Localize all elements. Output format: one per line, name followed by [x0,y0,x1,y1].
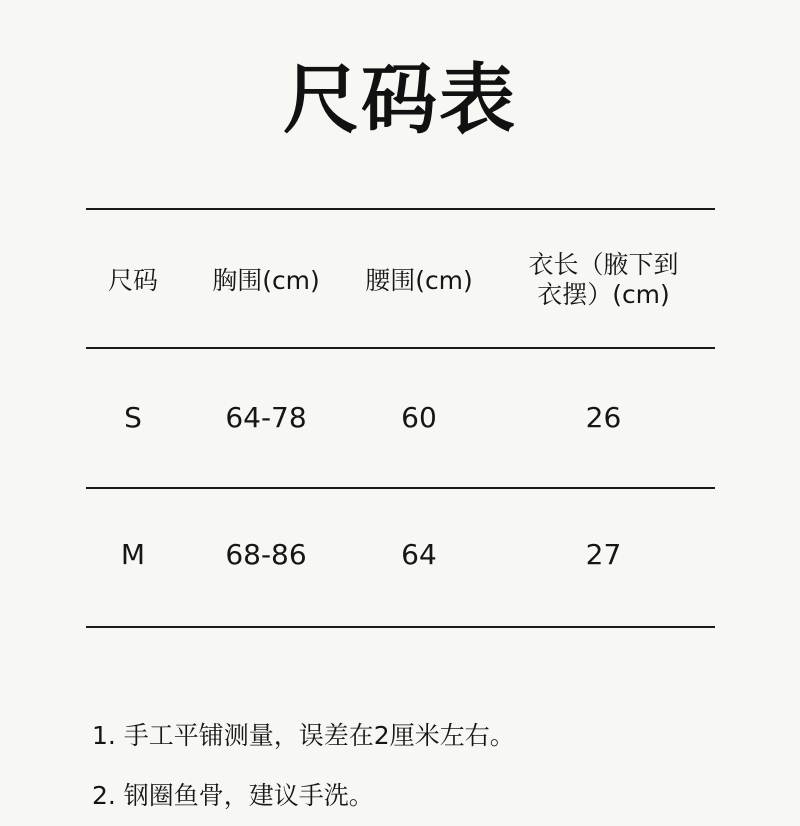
table-row-divider [86,347,715,349]
table-bottom-rule [86,626,715,628]
cell-waist: 60 [401,401,437,434]
notes-list [92,706,515,826]
header-waist: 腰围(cm) [365,266,473,295]
note-care: 2. 钢圈鱼骨，建议手洗。 [92,781,374,810]
cell-bust: 64-78 [225,401,307,434]
header-length-line-2: 衣摆）(cm) [537,280,670,309]
note-measurement: 1. 手工平铺测量，误差在2厘米左右。 [92,721,515,750]
header-size: 尺码 [107,266,158,295]
page-title: 尺码表 [283,55,517,144]
table-top-rule [86,208,715,210]
cell-length: 26 [585,401,622,434]
cell-waist: 64 [401,538,437,571]
header-length-line-1: 衣长（腋下到 [528,250,679,279]
header-bust: 胸围(cm) [212,266,320,295]
cell-size: M [120,538,146,571]
table-row-divider [86,487,715,489]
header-length [492,250,715,310]
cell-size: S [124,401,142,434]
cell-bust: 68-86 [225,538,307,571]
cell-length: 27 [585,538,622,571]
